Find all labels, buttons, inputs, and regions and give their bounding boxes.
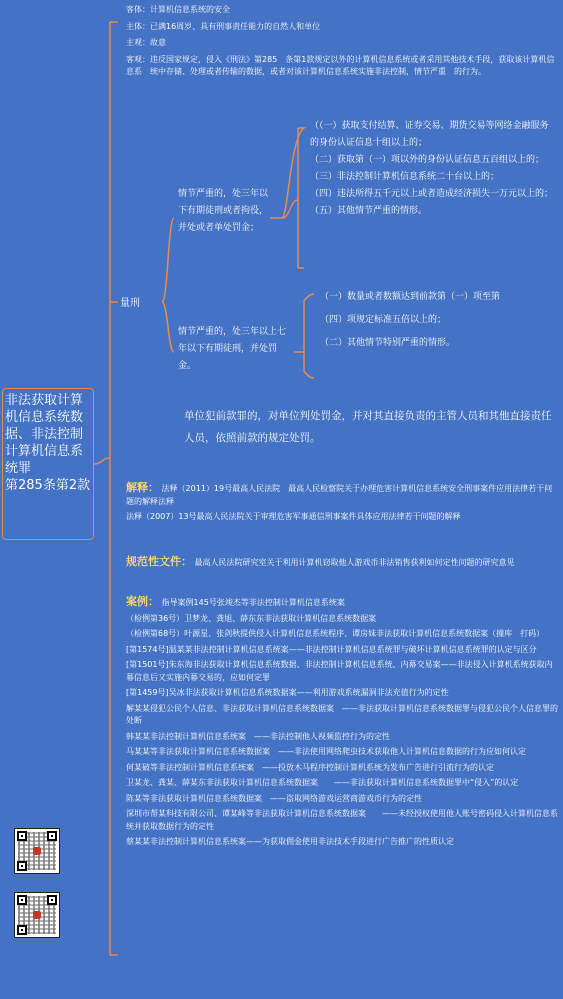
interpretation-section [126, 482, 558, 524]
serious-circumstance-desc: 情节严重的，处三年以下有期徒刑或者拘役，并处或者单处罚金； [178, 189, 269, 233]
special-circumstance-desc: 情节严重的，处三年以上七年以下有期徒刑，并处罚金。 [178, 327, 287, 371]
qr-code-icon [14, 828, 60, 874]
normative-heading: 规范性文件： [126, 555, 192, 568]
case-item: 陈某等非法获取计算机信息系统数据案 ——盗取网络游戏运营商游戏币行为的定性 [126, 793, 422, 803]
element-subject: 主体：已满16周岁、具有刑事责任能力的自然人和单位 [126, 21, 321, 31]
special-item: （一）数量或者数额达到前款第（一）项至第 [320, 292, 501, 302]
normative-text: 最高人民法院研究室关于利用计算机窃取他人游戏币非法销售获利如何定性问题的研究意见 [194, 558, 515, 567]
case-item: 蔡某某非法控制计算机信息系统案——为获取佣金使用非法技术手段进行广告推广的性质认定 [126, 837, 454, 846]
case-item: （检例第36号）卫梦龙、龚旭、薛东东非法获取计算机信息系统数据案 [126, 613, 377, 623]
cases-intro: 指导案例145号张竣杰等非法控制计算机信息系统案 [161, 598, 345, 607]
case-item: （检例第68号）叶源星、张剑秋提供侵入计算机信息系统程序、谭房妹非法获取计算机信息系统数据案（撞库 打码） [126, 629, 545, 638]
case-item: [第1574号]温某某非法控制计算机信息系统案——非法控制计算机信息系统罪与破坏计算机信息系统罪的认定与区分 [126, 644, 537, 654]
interpretation-text-1: 法释（2011）19号最高人民法院 最高人民检察院关于办理危害计算机信息系统安全刑事案件应用法律若干问题的解释法释 [126, 484, 553, 506]
element-objective: 客观：违反国家规定，侵入《刑法》第285 条第1款规定以外的计算机信息系统或者采用其他技术手段，获取该计算机信息系 统中存储、处理或者传输的数据，或者对该计算机信息系统实施非法控制，情节严重 的行为。 [126, 54, 555, 76]
case-item: [第1459号]吴冰非法获取计算机信息系统数据案——利用游戏系统漏洞非法充值行为的定性 [126, 688, 449, 697]
case-item: 深圳市帮某科技有限公司、谭某峰等非法获取计算机信息系统数据案 ——未经授权使用他人账号密码侵入计算机信息系统并获取数据行为的定性 [126, 809, 558, 831]
crime-elements [126, 4, 556, 79]
element-mental-state: 主观：故意 [126, 38, 166, 47]
case-item: 卫某龙、龚某、薛某东非法获取计算机信息系统数据案 ——非法获取计算机信息系统数据罪中“侵入”的认定 [126, 778, 519, 787]
serious-circumstance-list [310, 118, 554, 220]
cases-heading: 案例： [126, 595, 159, 608]
special-circumstance-list [320, 286, 556, 355]
serious-item: （（一）获取支付结算、证券交易、期货交易等网络金融服务的身份认证信息十组以上的； [310, 121, 549, 148]
case-item: 解某某侵犯公民个人信息、非法获取计算机信息系统数据案 ——非法获取计算机信息系统数据罪与侵犯公民个人信息罪的处断 [126, 703, 558, 725]
serious-item: （四）违法所得五千元以上或者造成经济损失一万元以上的； [310, 189, 554, 199]
case-item: 韩某某非法控制计算机信息系统案 ——非法控制他人视频监控行为的定性 [126, 731, 390, 741]
case-item: 马某某等非法获取计算机信息系统数据案 ——非法使用网络爬虫技术获取他人计算机信息数据的行为应如何认定 [126, 747, 526, 756]
qr-code-icon [14, 892, 60, 938]
cases-section [126, 596, 558, 849]
serious-item: （二）获取第（一）项以外的身份认证信息五百组以上的； [310, 155, 545, 165]
unit-crime-text: 单位犯前款罪的，对单位判处罚金，并对其直接负责的主管人员和其他直接责任人员，依照前款的规定处罚。 [184, 410, 552, 444]
element-object: 客体：计算机信息系统的安全 [126, 5, 230, 14]
sentencing-label: 量刑 [120, 298, 140, 309]
special-item: （四）项规定标准五倍以上的； [320, 315, 447, 325]
interpretation-heading: 解释： [126, 481, 159, 494]
normative-section [126, 556, 558, 570]
serious-item: （五）其他情节严重的情形。 [310, 206, 428, 216]
case-item: [第1501号]朱东海非法获取计算机信息系统数据、非法控制计算机信息系统、内幕交易案——非法侵入计算机系统获取内幕信息后又实施内幕交易的，应如何定罪 [126, 660, 553, 682]
root-node-title: 非法获取计算机信息系统数据、非法控制计算机信息系统罪 第285条第2款 [2, 388, 94, 540]
case-item: 何某破等非法控制计算机信息系统案 ——投放木马程序控制计算机系统为发布广告进行引流行为的认定 [126, 762, 494, 772]
special-item: （二）其他情节特别严重的情形。 [320, 338, 456, 348]
interpretation-text-2: 法释（2007）13号最高人民法院关于审理危害军事通信刑事案件具体应用法律若干问题的解释 [126, 512, 461, 521]
serious-item: （三）非法控制计算机信息系统二十台以上的； [310, 172, 500, 182]
